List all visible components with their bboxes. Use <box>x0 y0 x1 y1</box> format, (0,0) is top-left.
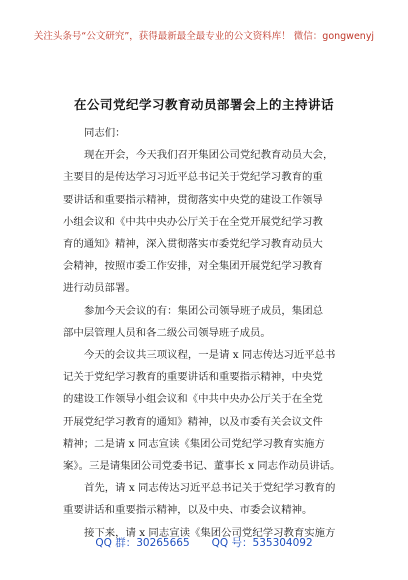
body-line: 记关于党纪学习教育的重要讲话和重要指示精神，中央党 <box>63 371 323 384</box>
body-line: 会精神，按照市委工作安排，对全集团开展党纪学习教育 <box>63 260 323 273</box>
body-line: 的建设工作领导小组会议和《中共中央办公厅关于在全党 <box>63 393 323 406</box>
body-line: 育的通知》精神，深入贯彻落实市委党纪学习教育动员大 <box>63 238 323 251</box>
body-line: 今天的会议共三项议程，一是请 x 同志传达习近平总书 <box>84 349 336 362</box>
salutation: 同志们： <box>84 127 126 139</box>
body-line: 进行动员部署。 <box>63 282 136 295</box>
promo-header: 关注头条号“公文研究”，获得最新最全最专业的公文资料库！ 微信：gongwenyj <box>33 31 375 42</box>
document-body <box>63 122 359 544</box>
body-line: 开展党纪学习教育的通知》精神，以及市委有关会议文件 <box>63 415 323 428</box>
body-line: 精神；二是请 x 同志宣读《集团公司党纪学习教育实施方 <box>63 437 325 450</box>
document-title: 在公司党纪学习教育动员部署会上的主持讲话 <box>73 97 334 112</box>
body-line: 主要目的是传达学习习近平总书记关于党纪学习教育的重 <box>63 171 323 184</box>
body-line: 重要讲话和重要指示精神，以及中央、市委会议精神。 <box>63 504 313 517</box>
body-line: 部中层管理人员和各二级公司领导班子成员。 <box>63 326 271 339</box>
qq-group-text: QQ 群：30265665 <box>95 537 190 549</box>
body-lines <box>63 144 359 544</box>
body-line: 案》。三是请集团公司党委书记、董事长 x 同志作动员讲话。 <box>63 460 341 473</box>
body-line: 接下来，请 x 同志宣读《集团公司党纪学习教育实施方 <box>84 526 336 539</box>
body-line: 现在开会，今天我们召开集团公司党纪教育动员大会， <box>84 149 334 162</box>
body-line: 参加今天会议的有：集团公司领导班子成员，集团总 <box>84 304 323 317</box>
body-line: 小组会议和《中共中央办公厅关于在全党开展党纪学习教 <box>63 215 323 228</box>
contact-footer <box>0 535 408 550</box>
body-line: 要讲话和重要指示精神，贯彻落实中央党的建设工作领导 <box>63 193 323 206</box>
body-line: 首先，请 x 同志传达习近平总书记关于党纪学习教育的 <box>84 482 336 495</box>
qq-number-text: QQ 号：535304092 <box>211 537 313 549</box>
